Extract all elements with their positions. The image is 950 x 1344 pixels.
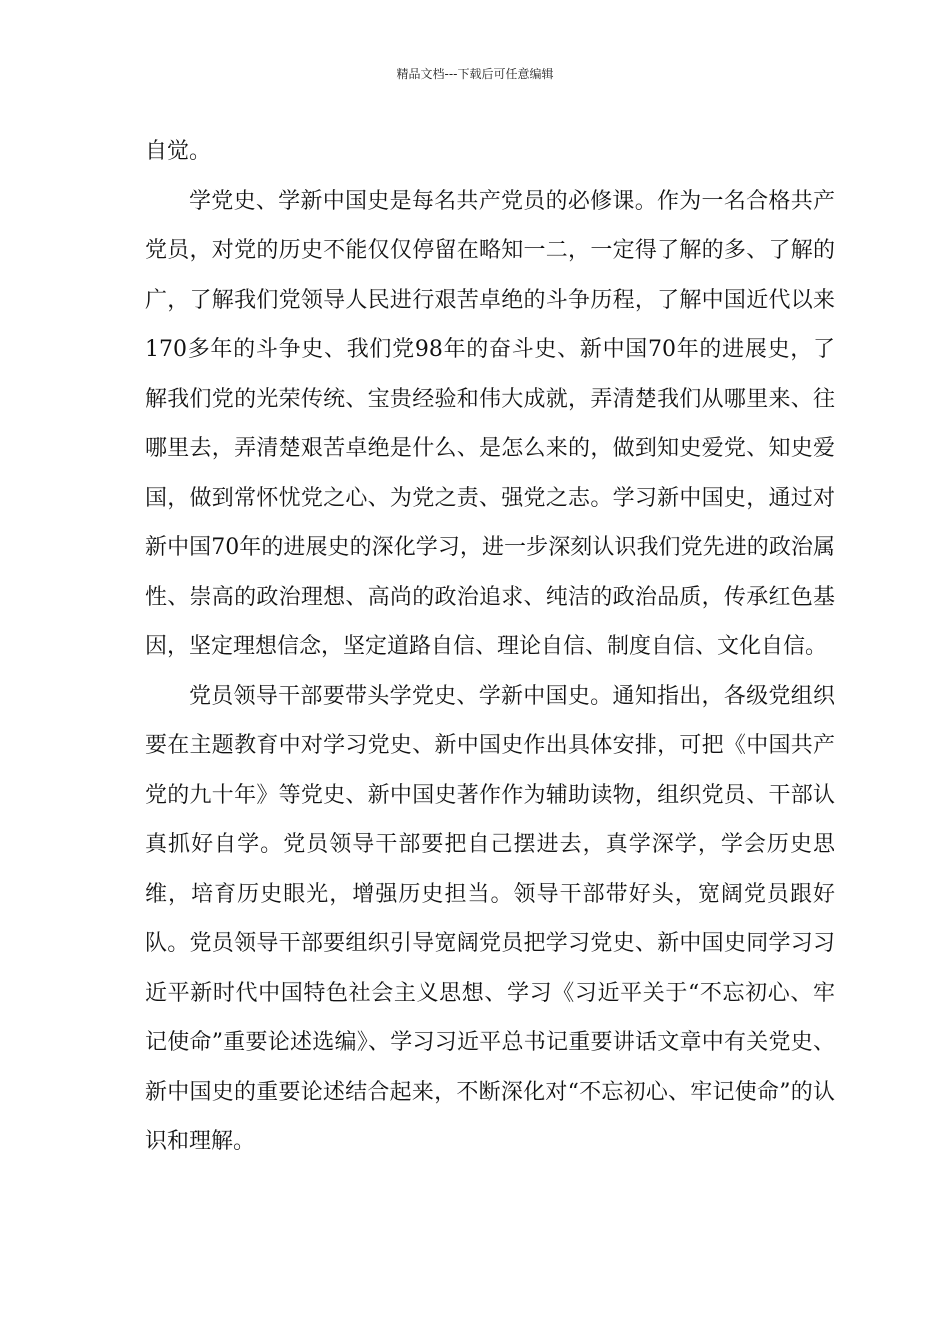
paragraph-leaders-take-lead: 党员领导干部要带头学党史、学新中国史。通知指出，各级党组织要在主题教育中对学习党史、新中国史作出具体安排，可把《中国共产党的九十年》等党史、新中国史著作作为辅助读物，组织党员、干部认真抓好自学。党员领导干部要把自己摆进去，真学深学，学会历史思维，培育历史眼光，增强历史担当。领导干部带好头，宽阔党员跟好队。党员领导干部要组织引导宽阔党员把学习党史、新中国史同学习习近平新时代中国特色社会主义思想、学习《习近平关于“不忘初心、牢记使命”重要论述选编》、学习习近平总书记重要讲话文章中有关党史、新中国史的重要论述结合起来，不断深化对“不忘初心、牢记使命”的认识和理解。 (145, 683, 835, 1154)
page-header: 精品文档---下载后可任意编辑 (396, 67, 554, 81)
paragraph-study-party-history: 学党史、学新中国史是每名共产党员的必修课。作为一名合格共产党员，对党的历史不能仅仅停留在略知一二，一定得了解的多、了解的广，了解我们党领导人民进行艰苦卓绝的斗争历程，了解中国近代以来170多年的斗争史、我们党98年的奋斗史、新中国70年的进展史，了解我们党的光荣传统、宝贵经验和伟大成就，弄清楚我们从哪里来、往哪里去，弄清楚艰苦卓绝是什么、是怎么来的，做到知史爱党、知史爱国，做到常怀忧党之心、为党之责、强党之志。学习新中国史，通过对新中国70年的进展史的深化学习，进一步深刻认识我们党先进的政治属性、崇高的政治理想、高尚的政治追求、纯洁的政治品质，传承红色基因，坚定理想信念，坚定道路自信、理论自信、制度自信、文化自信。 (145, 188, 835, 659)
document-body (145, 127, 835, 1167)
paragraph-continuation: 自觉。 (145, 139, 212, 164)
